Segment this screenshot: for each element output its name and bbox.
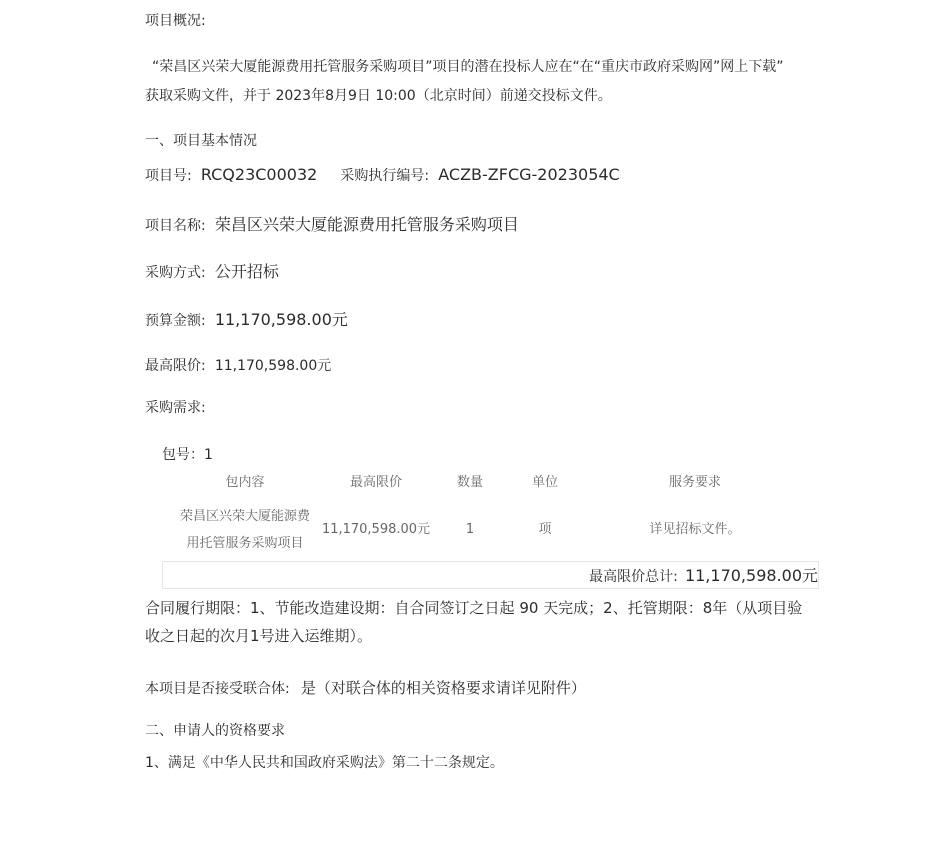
- overview-text-line2: 获取采购文件，并于 2023年8月9日 10:00（北京时间）前递交投标文件。: [145, 88, 612, 104]
- max-price-row: [145, 355, 331, 375]
- row-max-price: 11,170,598.00元: [321, 522, 431, 537]
- budget-row: [145, 307, 348, 330]
- table-header-quantity: 数量: [456, 475, 483, 490]
- total-label: 最高限价总计:: [589, 569, 678, 585]
- overview-heading: 项目概况:: [145, 13, 206, 29]
- section2-heading: 二、申请人的资格要求: [145, 723, 285, 739]
- demand-label: 采购需求:: [145, 400, 206, 416]
- contract-term-line1: 合同履行期限：1、节能改造建设期：自合同签订之日起 90 天完成；2、托管期限：8年（从项目验: [145, 599, 803, 617]
- project-name-value: 荣昌区兴荣大厦能源费用托管服务采购项目: [214, 215, 519, 234]
- table-header-unit: 单位: [531, 475, 558, 490]
- row-content-line1: 荣昌区兴荣大厦能源费: [179, 509, 310, 524]
- section1-heading: 一、项目基本情况: [145, 133, 257, 149]
- total-row: [560, 568, 818, 584]
- consortium-value: 是（对联合体的相关资格要求请详见附件）: [300, 679, 586, 697]
- method-row: [145, 259, 279, 282]
- project-no-value: RCQ23C00032: [200, 165, 318, 184]
- budget-label: 预算金额:: [145, 313, 206, 329]
- table-header-requirement: 服务要求: [668, 475, 721, 490]
- row-unit: 项: [538, 522, 552, 537]
- exec-no-value: ACZB-ZFCG-2023054C: [438, 165, 620, 184]
- project-name-label: 项目名称:: [145, 218, 206, 234]
- contract-term-line2: 收之日起的次月1号进入运维期）。: [145, 627, 373, 645]
- consortium-label: 本项目是否接受联合体:: [145, 681, 290, 697]
- method-value: 公开招标: [214, 262, 279, 281]
- max-price-label: 最高限价:: [145, 358, 206, 374]
- exec-no-label: 采购执行编号:: [340, 168, 430, 184]
- row-content-line2: 用托管服务采购项目: [186, 536, 304, 551]
- consortium-row: [145, 677, 586, 698]
- project-number-row: [145, 165, 620, 185]
- table-header-content: 包内容: [225, 475, 265, 490]
- total-value: 11,170,598.00元: [684, 566, 818, 585]
- package-label: 包号：1: [162, 447, 213, 463]
- project-no-label: 项目号:: [145, 168, 192, 184]
- project-name-row: [145, 212, 519, 235]
- row-quantity: 1: [465, 522, 475, 537]
- max-price-value: 11,170,598.00元: [214, 358, 332, 374]
- row-requirement: 详见招标文件。: [649, 522, 741, 537]
- table-header-max-price: 最高限价: [349, 475, 402, 490]
- method-label: 采购方式:: [145, 265, 206, 281]
- qualification-item-1: 1、满足《中华人民共和国政府采购法》第二十二条规定。: [145, 755, 504, 771]
- budget-value: 11,170,598.00元: [214, 310, 348, 329]
- overview-text-line1: “荣昌区兴荣大厦能源费用托管服务采购项目”项目的潜在投标人应在“在“重庆市政府采购网”网上下载”: [152, 59, 784, 75]
